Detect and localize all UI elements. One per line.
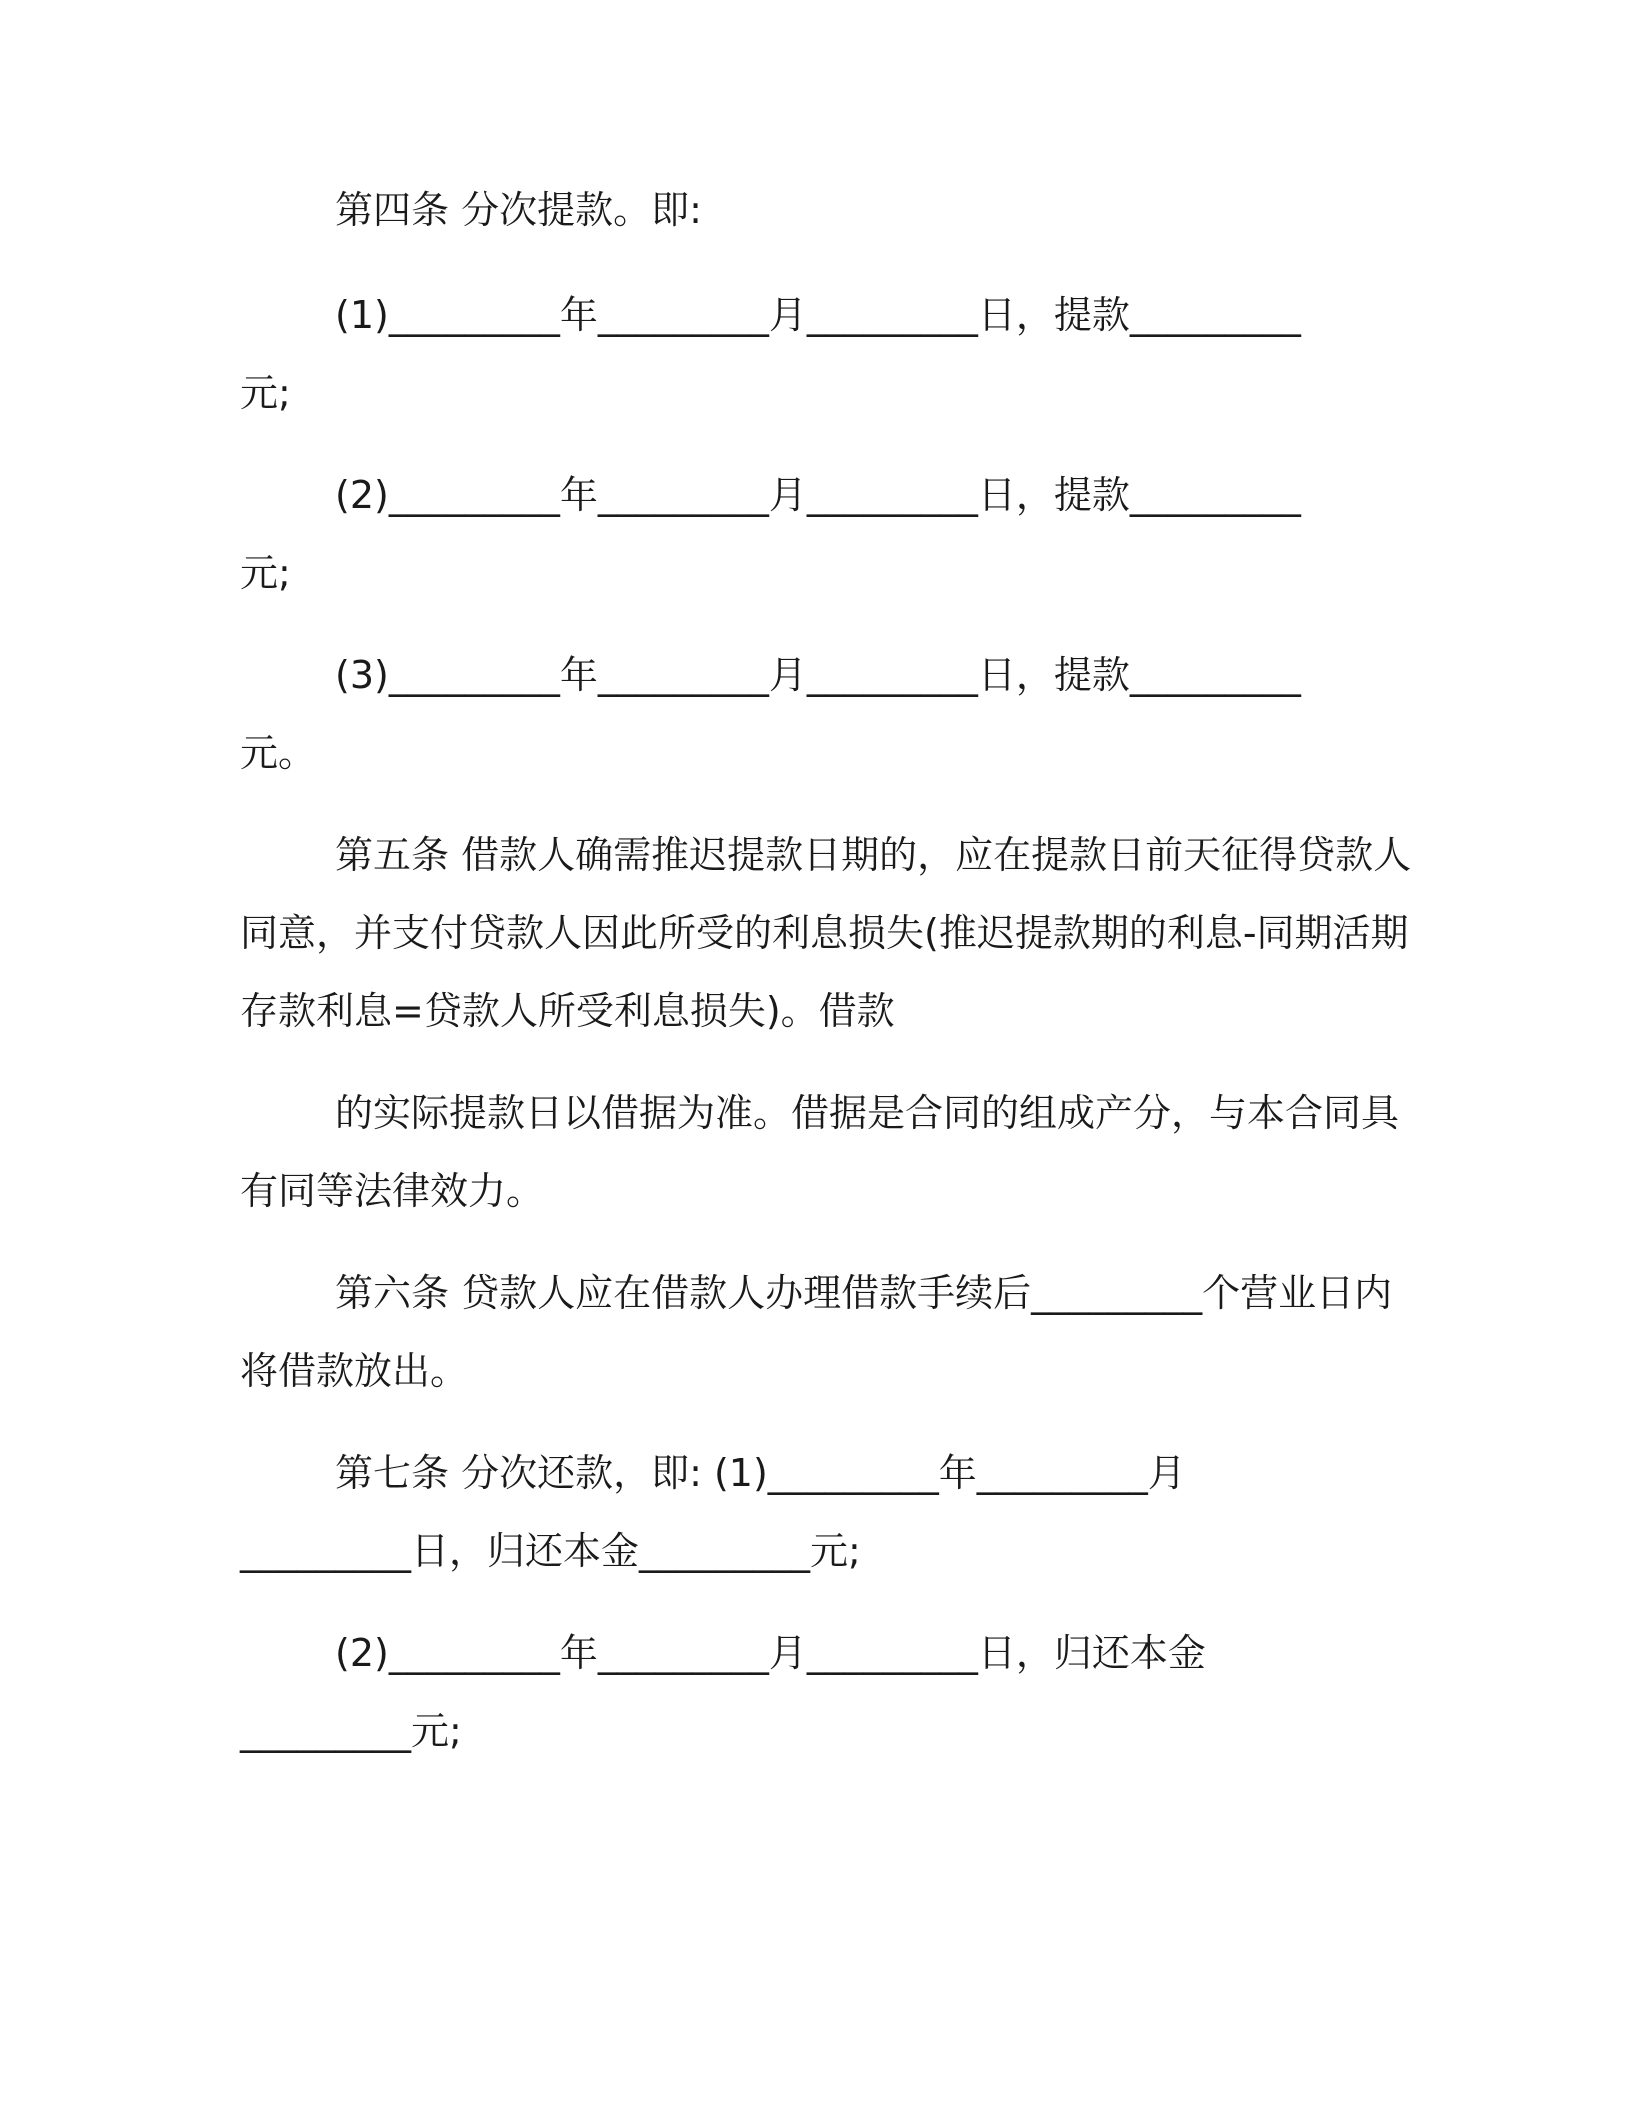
art5-line3: 存款利息=贷款人所受利息损失)。借款 — [240, 989, 895, 1033]
art4-item3-line2: 元。 — [240, 731, 317, 775]
art6-line1: 第六条 贷款人应在借款人办理借款手续后_________个营业日内 — [335, 1271, 1393, 1315]
art4-item2-line2: 元; — [240, 551, 291, 595]
art4-item1-line2: 元; — [240, 371, 291, 415]
art4-heading: 第四条 分次提款。即: — [335, 188, 702, 232]
art7-line3: (2)_________年_________月_________日，归还本金 — [335, 1631, 1206, 1675]
art4-item2-line1: (2)_________年_________月_________日，提款_________ — [335, 473, 1301, 517]
art5-line5: 有同等法律效力。 — [240, 1169, 545, 1213]
art4-item1-line1: (1)_________年_________月_________日，提款_________ — [335, 293, 1301, 337]
art4-item3-line1: (3)_________年_________月_________日，提款_________ — [335, 653, 1301, 697]
art5-line1: 第五条 借款人确需推迟提款日期的，应在提款日前天征得贷款人 — [335, 833, 1412, 877]
art5-line4: 的实际提款日以借据为准。借据是合同的组成产分，与本合同具 — [335, 1091, 1400, 1135]
art6-line2: 将借款放出。 — [240, 1349, 469, 1393]
art7-line1: 第七条 分次还款，即: (1)_________年_________月 — [335, 1451, 1186, 1495]
art7-line2: _________日，归还本金_________元; — [240, 1529, 861, 1573]
art7-line4: _________元; — [240, 1709, 462, 1753]
art5-line2: 同意，并支付贷款人因此所受的利息损失(推迟提款期的利息-同期活期 — [240, 911, 1409, 955]
